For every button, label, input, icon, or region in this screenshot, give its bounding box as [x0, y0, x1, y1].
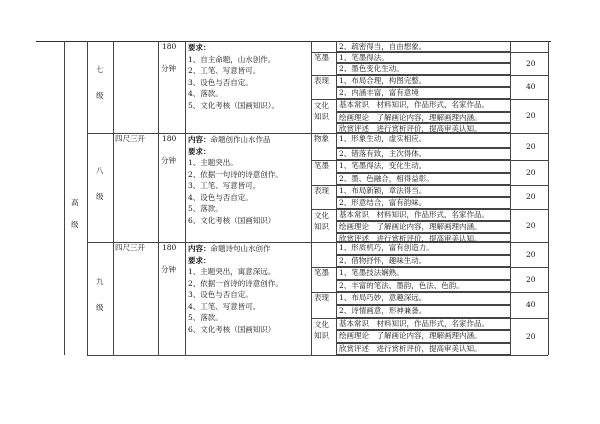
- level-char: 级: [96, 191, 104, 201]
- grid-hline: [510, 52, 548, 53]
- paper-size-cell: 四尺三开: [115, 243, 145, 252]
- requirement-line: 内容：命题创作山水作品: [188, 135, 271, 144]
- grid-vline: [548, 41, 549, 355]
- category-cell: 表现: [314, 186, 329, 195]
- level-label: [96, 158, 104, 210]
- level-group-char: 高: [71, 198, 79, 207]
- criteria-text: 基本常识 材料知识，作品形式，名家作品。: [339, 319, 489, 328]
- duration-value: 180: [162, 42, 177, 51]
- requirement-line: 要求：: [188, 43, 211, 52]
- criteria-text: 2、诗情画意，形神兼备。: [339, 306, 427, 315]
- category-cell: 表现: [314, 76, 329, 85]
- requirement-line: 5、文化考核（国画知识）。: [188, 100, 280, 110]
- level-char: 八: [96, 165, 104, 175]
- score-cell: 20: [526, 250, 536, 259]
- category-cell: 笔墨: [314, 268, 329, 277]
- level-char: 级: [96, 302, 104, 312]
- duration-unit: 分钟: [161, 265, 176, 274]
- category-cell: 笔墨: [314, 161, 329, 170]
- requirement-line: 3、设色与否自定。: [188, 290, 253, 299]
- score-cell: 20: [526, 59, 536, 68]
- level-char: 级: [96, 91, 104, 100]
- duration-unit: 分钟: [161, 64, 176, 73]
- requirement-line: 2、依据一句诗的诗意创作。: [188, 169, 283, 179]
- grid-hline: [510, 318, 548, 319]
- criteria-text: 2、内涵丰富，富有意境: [339, 88, 419, 97]
- criteria-text: 欣赏评述 进行赏析评价，提高审美认知。: [339, 124, 482, 133]
- criteria-text: 2、形意结合，富有韵味。: [339, 198, 427, 207]
- category-cell: 表现: [314, 293, 329, 302]
- grid-vline: [311, 41, 312, 355]
- grid-hline: [510, 160, 548, 161]
- criteria-text: 欣赏评述 进行赏析评价，提高审美认知。: [339, 234, 482, 243]
- score-cell: 20: [526, 111, 536, 120]
- grid-vline: [113, 41, 114, 355]
- criteria-text: 2、疏密得当，自由想象。: [339, 42, 427, 51]
- requirement-line: 内容：命题诗句山水创作: [188, 244, 271, 253]
- requirement-line: 3、设色与否自定。: [188, 77, 253, 87]
- requirement-line: 5、落款。: [188, 313, 223, 322]
- level-char: 七: [96, 65, 104, 74]
- criteria-text: 2、墨、色融合，相得益彰。: [339, 174, 434, 183]
- criteria-text: 基本常识 材料知识，作品形式，名家作品。: [339, 210, 489, 219]
- grid-vline: [158, 41, 159, 355]
- paper-size-cell: 四尺三开: [115, 134, 145, 143]
- score-cell: 20: [526, 168, 536, 177]
- grid-hline: [510, 267, 548, 268]
- grid-vline: [87, 41, 88, 355]
- criteria-text: 1、笔墨技法娴熟。: [339, 268, 404, 277]
- grid-hline: [510, 292, 548, 293]
- duration-unit: 分钟: [161, 156, 176, 165]
- criteria-text: 1、形象生动，虚实相应。: [339, 134, 427, 143]
- level-group-char: 级: [71, 220, 79, 229]
- criteria-text: 1、形质机巧，富有创造力。: [339, 243, 434, 252]
- duration-value: 180: [162, 134, 177, 143]
- criteria-text: 2、错落有致，主次得体。: [339, 149, 427, 158]
- score-cell: 20: [526, 275, 536, 284]
- category-cell: 文化知识: [314, 211, 329, 231]
- level-group-label: [71, 192, 81, 236]
- category-cell: 文化知识: [314, 320, 329, 340]
- level-char: 九: [96, 276, 104, 286]
- criteria-text: 2、借物抒怀，趣味生动。: [339, 256, 427, 265]
- requirement-line: 6、文化考核（国画知识）: [188, 215, 276, 225]
- criteria-text: 绘画理论 了解画论内容，理解画理内涵。: [339, 331, 482, 340]
- grid-vline: [185, 41, 186, 355]
- criteria-text: 1、布局合理，构图完整。: [339, 76, 427, 85]
- criteria-text: 1、布局巧妙，意趣深远。: [339, 293, 427, 302]
- level-label: [96, 57, 104, 109]
- criteria-text: 绘画理论 了解画论内容，理解画理内涵。: [339, 222, 482, 231]
- score-cell: 20: [526, 332, 536, 341]
- requirement-line: 4、工笔、写意皆可。: [188, 301, 261, 311]
- criteria-text: 2、丰富的笔法、墨韵，色法、色韵。: [339, 281, 464, 290]
- grid-vline: [64, 41, 65, 355]
- grid-hline: [336, 354, 510, 355]
- requirement-line: 1、主题突出。: [188, 158, 238, 167]
- category-cell: 笔墨: [314, 53, 329, 62]
- score-cell: 20: [526, 142, 536, 151]
- grid-hline: [510, 209, 548, 210]
- requirement-line: 要求：: [188, 146, 211, 156]
- grid-hline: [510, 75, 548, 76]
- requirement-line: 6、文化考核（国画知识）: [188, 324, 276, 334]
- criteria-text: 2、墨色变化生动。: [339, 64, 404, 73]
- criteria-text: 欣赏评述 进行赏析评价，提高审美认知。: [339, 344, 482, 353]
- grid-vline: [510, 41, 511, 355]
- criteria-text: 1、布局新颖，章法得当。: [339, 186, 427, 195]
- requirement-line: 2、依据一首诗的诗意创作。: [188, 278, 283, 288]
- requirement-line: 2、工笔、写意皆可。: [188, 66, 261, 75]
- grid-hline: [87, 355, 548, 356]
- category-cell: 物象: [314, 134, 329, 143]
- duration-value: 180: [162, 243, 177, 252]
- score-cell: 20: [526, 192, 536, 201]
- requirement-line: 4、落款。: [188, 89, 223, 98]
- criteria-text: 基本常识 材料知识，作品形式，名家作品。: [339, 100, 489, 109]
- grid-hline: [510, 99, 548, 100]
- level-label: [96, 269, 104, 321]
- criteria-text: 绘画理论 了解画论内容，理解画理内涵。: [339, 113, 482, 122]
- requirement-line: 5、落款。: [188, 204, 223, 213]
- criteria-text: 1、笔墨得法。: [339, 53, 389, 62]
- requirement-line: 1、主题突出，寓意深远。: [188, 267, 276, 276]
- requirement-line: 1、自主命题，山水创作。: [188, 54, 276, 64]
- category-cell: 文化知识: [314, 101, 329, 121]
- score-cell: 40: [526, 82, 536, 91]
- requirement-line: 3、工笔、写意皆可。: [188, 181, 261, 190]
- requirement-line: 要求：: [188, 255, 211, 265]
- grid-hline: [510, 185, 548, 186]
- score-cell: 20: [526, 221, 536, 230]
- grid-vline: [336, 41, 337, 355]
- requirement-line: 4、设色与否自定。: [188, 192, 253, 202]
- criteria-text: 1、笔墨得法，变化生动。: [339, 161, 427, 170]
- score-cell: 40: [526, 300, 536, 309]
